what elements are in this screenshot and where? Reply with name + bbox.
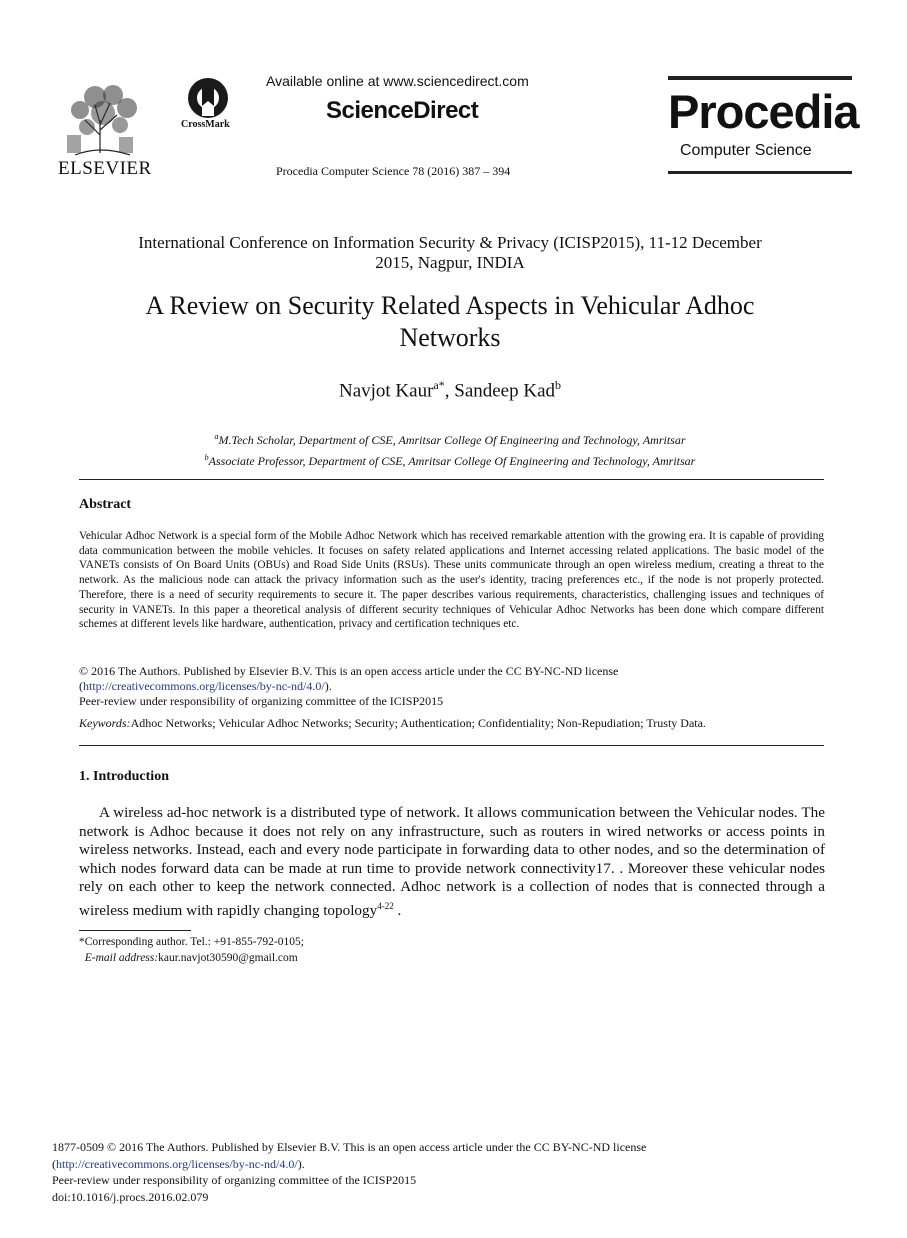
email-address: kaur.navjot30590@gmail.com	[158, 951, 298, 964]
introduction-body: A wireless ad-hoc network is a distributed type of network. It allows communication between the Vehicular nodes. The network is Adhoc because it does not rely on any infrastructure, such as routers in wired networks or access points in wireless networks. Instead, each and every node participate in forwarding data to other nodes, and so the determination of which nodes forward data can be made at run time to provide network connectivity17. . Moreover these vehicular nodes rely on each other to keep the network connected. Adhoc network is a collection of nodes that is connected through a wireless medium with rapidly changing topology	[79, 804, 825, 919]
license-link[interactable]: http://creativecommons.org/licenses/by-nc-nd/4.0/	[83, 679, 325, 693]
title-line-1: A Review on Security Related Aspects in Vehicular Adhoc	[145, 291, 755, 320]
title-line-2: Networks	[399, 323, 501, 352]
sciencedirect-logo: ScienceDirect	[326, 97, 479, 124]
procedia-bottom-rule	[668, 171, 852, 174]
abstract-copyright	[79, 664, 824, 709]
copyright-open-paren: (	[79, 679, 83, 693]
journal-reference: Procedia Computer Science 78 (2016) 387 – 394	[276, 164, 511, 178]
copyright-close-paren: ).	[324, 679, 332, 693]
keywords-list: Adhoc Networks; Vehicular Adhoc Networks; Security; Authentication; Confidentiality; Non-Repudiation; Trusty Data.	[130, 716, 706, 730]
keywords-label: Keywords:	[79, 716, 131, 730]
affiliation-b-marker: b	[204, 453, 209, 462]
abstract-top-rule	[79, 479, 824, 480]
author-1-superscript: a*	[433, 378, 445, 392]
affiliation-b	[80, 449, 820, 470]
abstract-bottom-rule	[79, 745, 824, 746]
footer-open-paren: (	[52, 1156, 56, 1171]
available-online-text: Available online at www.sciencedirect.com	[266, 73, 529, 89]
copyright-line: © 2016 The Authors. Published by Elsevier B.V. This is an open access article under the CC BY-NC-ND license	[79, 664, 619, 678]
peer-review-line: Peer-review under responsibility of organizing committee of the ICISP2015	[79, 694, 444, 708]
footnote-rule	[79, 930, 191, 931]
introduction-text	[79, 804, 825, 920]
introduction-heading: 1. Introduction	[79, 769, 169, 784]
conference-line-2: 2015, Nagpur, INDIA	[375, 253, 525, 272]
copyright-link-line	[79, 679, 824, 694]
author-1: Navjot Kaur	[338, 380, 434, 402]
affiliations	[80, 428, 820, 470]
author-list	[80, 378, 820, 402]
citation-superscript: 4-22	[377, 900, 394, 911]
abstract-text: Vehicular Adhoc Network is a special form of the Mobile Adhoc Network which has received remarkable attention with the growing era. It is capable of providing data communication between the mobile vehicles. It focuses on safety related applications and Internet accessing related applications. The basic model of the VANETs consists of On Board Units (OBUs) and Road Side Units (RSUs). These units communicate through an open wireless medium, creating a threat to the network. As the malicious node can attack the privacy information such as the user's identity, tracing preferences etc., if the node is not properly protected. Therefore, there is a need of security requirements to secure it. The paper describes various requirements, characteristics, challenging issues and techniques of security in VANETs. In this paper a theoretical analysis of different security techniques of Vehicular Adhoc Networks has been done which compare different schemes at different levels like hardware, authentication, privacy and certification techniques etc.	[79, 530, 824, 631]
author-2-superscript: b	[555, 378, 562, 392]
affiliation-b-text: Associate Professor, Department of CSE, Amritsar College Of Engineering and Technology, Amritsar	[208, 454, 696, 468]
footer-license-link[interactable]: http://creativecommons.org/licenses/by-nc-nd/4.0/	[56, 1156, 298, 1171]
crossmark-label: CrossMark	[181, 119, 230, 130]
footer-peer-review: Peer-review under responsibility of organizing committee of the ICISP2015	[52, 1173, 417, 1187]
procedia-logo: Procedia	[668, 85, 859, 138]
email-line	[79, 951, 304, 967]
page-footer	[52, 1139, 646, 1205]
paper-title	[80, 290, 820, 354]
procedia-subtitle: Computer Science	[680, 142, 812, 159]
publisher-name: ELSEVIER	[58, 158, 152, 179]
conference-line-1: International Conference on Information Security & Privacy (ICISP2015), 11-12 December	[138, 233, 762, 252]
affiliation-a	[80, 428, 820, 449]
email-label: E-mail address:	[84, 951, 159, 964]
conference-name	[80, 233, 820, 273]
abstract-heading: Abstract	[79, 497, 132, 512]
footer-doi: doi:10.1016/j.procs.2016.02.079	[52, 1189, 209, 1204]
footnote	[79, 935, 304, 966]
keywords	[79, 716, 824, 731]
corresponding-author: *Corresponding author. Tel.: +91-855-792-0105;	[79, 936, 304, 948]
procedia-top-rule	[668, 76, 852, 80]
affiliation-a-marker: a	[214, 432, 219, 441]
footer-close-paren: ).	[297, 1156, 305, 1171]
author-2: Sandeep Kad	[454, 380, 556, 402]
affiliation-a-text: M.Tech Scholar, Department of CSE, Amritsar College Of Engineering and Technology, Amritsar	[218, 433, 686, 447]
author-separator: ,	[444, 380, 455, 402]
footer-link-line	[52, 1156, 646, 1173]
introduction-end: .	[393, 901, 402, 919]
footer-license: 1877-0509 © 2016 The Authors. Published by Elsevier B.V. This is an open access article under the CC BY-NC-ND license	[52, 1140, 647, 1154]
